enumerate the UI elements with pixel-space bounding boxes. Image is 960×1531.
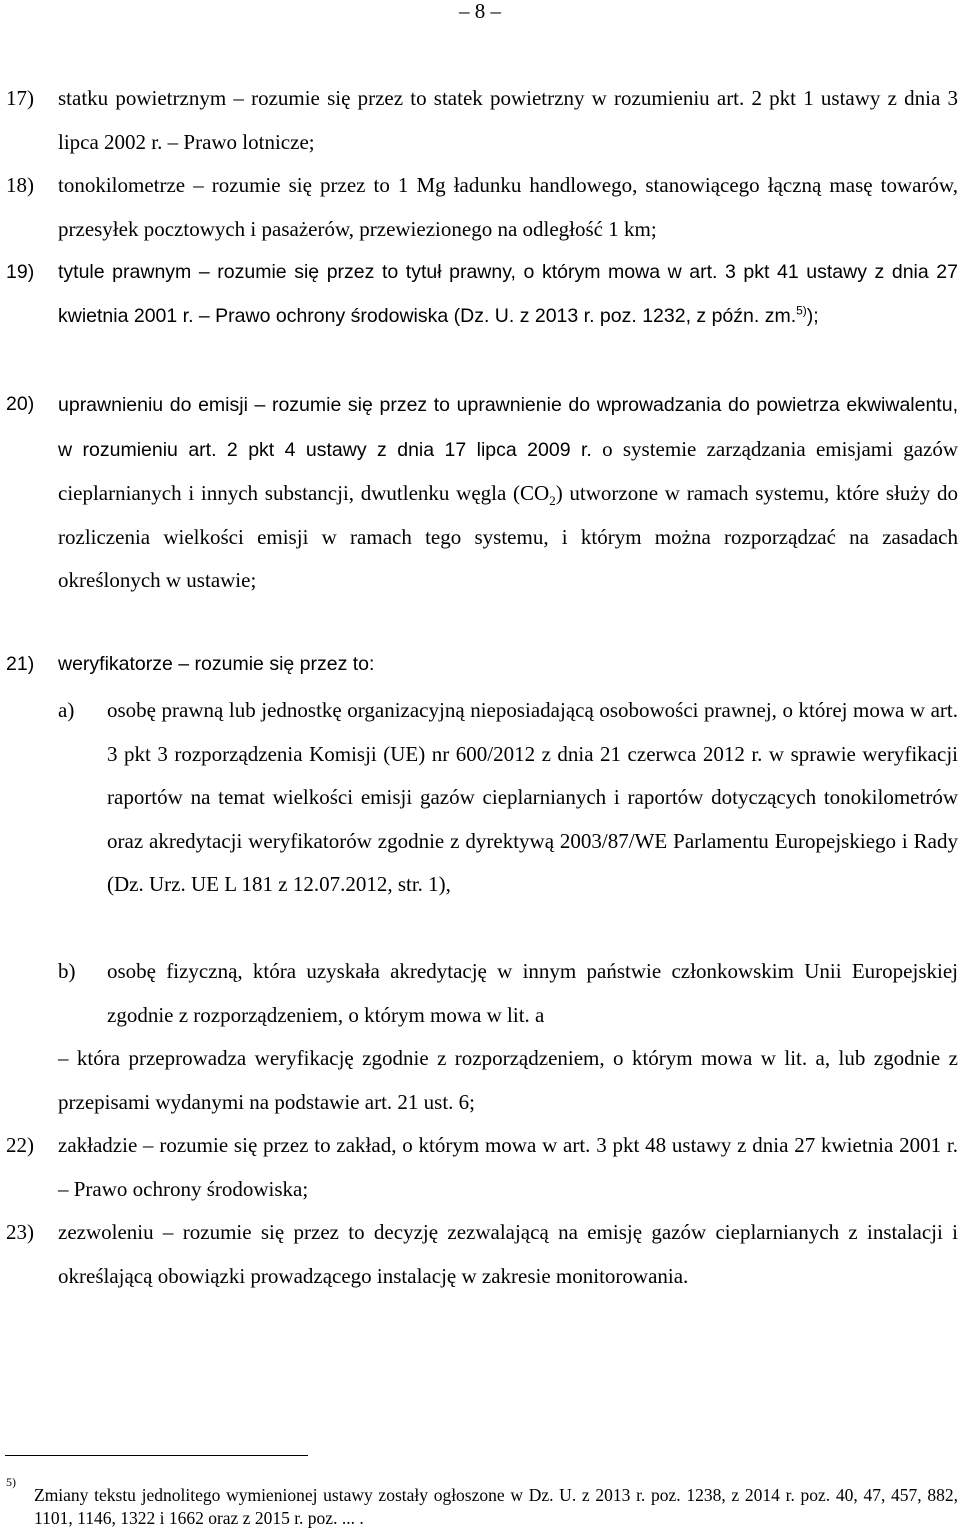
definition-number: 17) [6,86,34,110]
definition-number: 23) [6,1220,34,1244]
definition-text [58,251,958,338]
definition-text: zakładzie – rozumie się przez to zakład, o którym mowa w art. 3 pkt 48 ustawy z dnia 27 kwietnia 2001 r. – Prawo ochrony środowiska; [58,1133,958,1201]
list-item-text: osobę prawną lub jednostkę organizacyjną nieposiadającą osobowości prawnej, o której mowa w art. 3 pkt 3 rozporządzenia Komisji (UE) nr 600/2012 z dnia 21 czerwca 2012 r. w sprawie weryfikacji raportów na temat wielkości emisji gazów cieplarnianych i raportów dotyczących tonokilometrów oraz akredytacji weryfikatorów zgodnie z dyrektywą 2003/87/WE Parlamentu Europejskiego i Rady (Dz. Urz. UE L 181 z 12.07.2012, str. 1), [107,698,958,896]
definition-number: 22) [6,1133,34,1157]
definition-text-main: tytule prawnym – rozumie się przez to tytuł prawny, o którym mowa w art. 3 pkt 41 ustawy z dnia 27 kwietnia 2001 r. – Prawo ochrony środowiska (Dz. U. z 2013 r. poz. 1232, z późn. zm. [58,261,958,327]
list-letter: b) [58,959,76,983]
definition-text: weryfikatorze – rozumie się przez to: [58,653,375,675]
footnote-reference: 5) [796,303,807,317]
list-item-text: osobę fizyczną, która uzyskała akredytację w innym państwie członkowskim Unii Europejskiej zgodnie z rozporządzeniem, o którym mowa w lit. a [107,959,958,1027]
definition-number: 21) [6,653,35,675]
definition-text [58,383,958,603]
definition-text-end: ); [806,304,819,327]
definition-number: 20) [6,393,35,415]
footnote-divider [5,1455,308,1456]
definition-text: zezwoleniu – rozumie się przez to decyzję zezwalającą na emisję gazów cieplarnianych z instalacji i określającą obowiązki prowadzącego instalację w zakresie monitorowania. [58,1220,958,1288]
definition-text-part-b: o systemie zarządzania emisjami gazów cieplarnianych i innych substancji, dwutlenku węgla (CO [58,436,959,505]
definition-text: tonokilometrze – rozumie się przez to 1 Mg ładunku handlowego, stanowiącego łączną masę towarów, przesyłek pocztowych i pasażerów, przewiezionego na odległość 1 km; [58,173,958,241]
definition-text-part-c: ) utworzone w ramach systemu, które służy do rozliczenia wielkości emisji w ramach tego systemu, i którym można rozporządzać na zasadach określonych w ustawie; [58,481,958,592]
definition-tail-text: – która przeprowadza weryfikację zgodnie z rozporządzeniem, o którym mowa w lit. a, lub zgodnie z przepisami wydanymi na podstawie art. 21 ust. 6; [58,1046,958,1114]
footnote-text: Zmiany tekstu jednolitego wymienionej ustawy zostały ogłoszone w Dz. U. z 2013 r. poz. 1238, z 2014 r. poz. 40, 47, 457, 882, 1101, 1146, 1322 i 1662 oraz z 2015 r. poz. ... . [34,1485,958,1528]
list-letter: a) [58,698,75,722]
definition-text: statku powietrznym – rozumie się przez to statek powietrzny w rozumieniu art. 2 pkt 1 ustawy z dnia 3 lipca 2002 r. – Prawo lotnicze; [58,86,958,154]
subscript-2: 2 [549,493,556,509]
definition-text-part-a: uprawnieniu do emisji – rozumie się przez to uprawnienie do wprowadzania do powietrza ekwiwalentu, w rozumieniu art. 2 pkt 4 ustawy z dnia 17 lipca 2009 r. [58,394,958,461]
definition-number: 19) [6,261,35,283]
page-number: – 8 – [459,0,501,23]
definition-number: 18) [6,173,34,197]
